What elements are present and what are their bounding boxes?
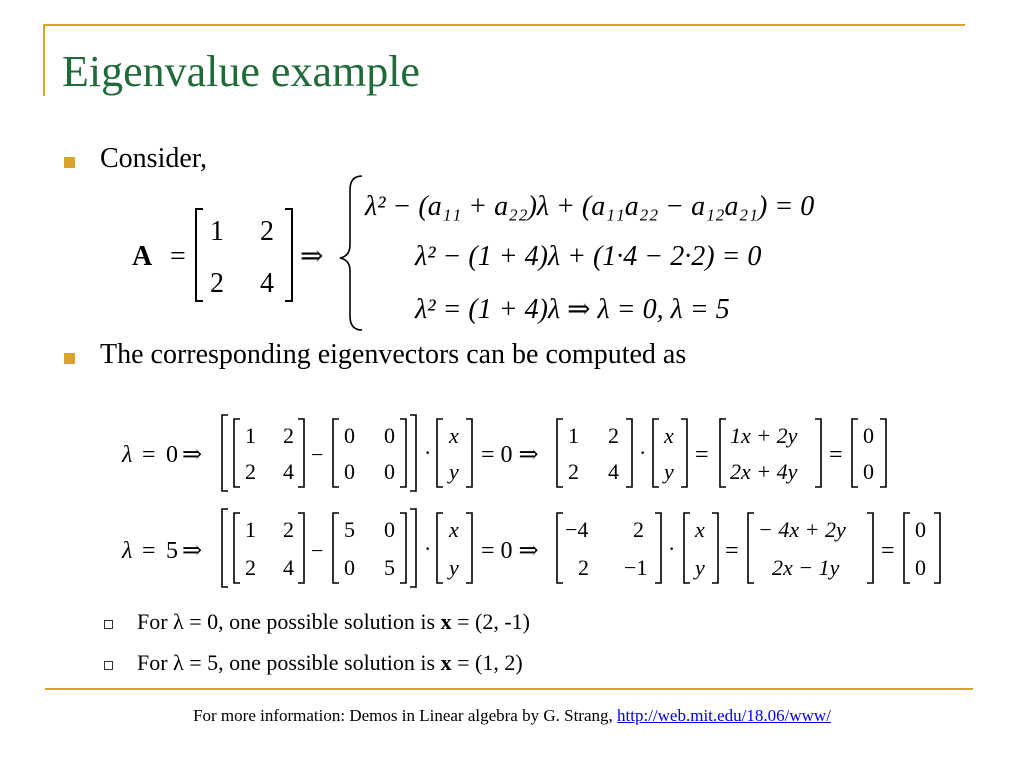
- svg-text:·: ·: [668, 536, 676, 561]
- svg-text:1: 1: [568, 423, 579, 448]
- svg-text:y: y: [695, 555, 705, 580]
- svg-text:−: −: [311, 442, 324, 467]
- svg-text:0: 0: [915, 517, 926, 542]
- svg-text:2: 2: [245, 555, 256, 580]
- svg-text:− 4x + 2y: − 4x + 2y: [758, 517, 846, 542]
- bullet-marker-2: [64, 353, 75, 364]
- svg-text:0: 0: [863, 459, 874, 484]
- svg-text:1x + 2y: 1x + 2y: [730, 423, 798, 448]
- lambda-value: 5: [166, 538, 178, 564]
- svg-text:y: y: [449, 459, 459, 484]
- svg-text:2: 2: [245, 459, 256, 484]
- svg-text:5: 5: [384, 555, 395, 580]
- svg-text:x: x: [449, 423, 459, 448]
- footer-text: For more information: Demos in Linear algebra by G. Strang,: [193, 706, 618, 725]
- eigenvector-equations: [0, 405, 1024, 605]
- A-cell: 2: [260, 216, 274, 247]
- svg-text:λ: λ: [122, 442, 133, 468]
- char-eq-solution: λ² = (1 + 4)λ ⇒ λ = 0, λ = 5: [415, 294, 730, 325]
- svg-text:=: =: [881, 538, 895, 564]
- svg-text:λ: λ: [122, 538, 133, 564]
- svg-text:−4: −4: [565, 517, 589, 542]
- svg-text:⇒: ⇒: [182, 538, 203, 564]
- svg-text:4: 4: [283, 555, 294, 580]
- svg-text:=: =: [829, 442, 843, 468]
- svg-text:=: =: [695, 442, 709, 468]
- svg-text:0: 0: [384, 459, 395, 484]
- char-eq-substituted: λ² − (1 + 4)λ + (1·4 − 2·2) = 0: [415, 241, 762, 272]
- svg-text:= 0 ⇒: = 0 ⇒: [481, 442, 539, 468]
- footer: [0, 706, 1024, 726]
- A-cell: 4: [260, 268, 274, 299]
- svg-text:0: 0: [863, 423, 874, 448]
- sub-bullet-marker-2: [104, 661, 113, 670]
- svg-text:=: =: [142, 442, 156, 468]
- svg-text:0: 0: [344, 423, 355, 448]
- bullet-eigenvectors: The corresponding eigenvectors can be computed as: [100, 339, 687, 370]
- lambda-value: 0: [166, 442, 178, 468]
- A-cell: 1: [210, 216, 224, 247]
- svg-text:x: x: [449, 517, 459, 542]
- svg-text:y: y: [664, 459, 674, 484]
- svg-text:0: 0: [384, 423, 395, 448]
- svg-text:=: =: [725, 538, 739, 564]
- svg-text:·: ·: [639, 440, 647, 465]
- svg-text:⇒: ⇒: [182, 442, 203, 468]
- eigen-row-lambda-5: [121, 509, 940, 587]
- svg-text:2: 2: [568, 459, 579, 484]
- svg-text:2: 2: [633, 517, 644, 542]
- svg-text:5: 5: [344, 517, 355, 542]
- svg-text:x: x: [695, 517, 705, 542]
- svg-text:−: −: [311, 538, 324, 563]
- svg-text:2x + 4y: 2x + 4y: [730, 459, 798, 484]
- bullet-consider: Consider,: [100, 143, 207, 174]
- footer-divider: [45, 688, 973, 690]
- A-cell: 2: [210, 268, 224, 299]
- eigen-row-lambda-0: [121, 415, 886, 491]
- svg-text:4: 4: [608, 459, 619, 484]
- char-eq-general: λ² − (a₁₁ + a₂₂)λ + (a₁₁a₂₂ − a₁₂a₂₁) = 0: [365, 191, 815, 222]
- svg-text:x: x: [664, 423, 674, 448]
- svg-text:2: 2: [578, 555, 589, 580]
- svg-text:0: 0: [344, 459, 355, 484]
- svg-text:=: =: [142, 538, 156, 564]
- characteristic-equation-block: [0, 0, 1024, 340]
- svg-text:0: 0: [384, 517, 395, 542]
- svg-text:2: 2: [283, 517, 294, 542]
- svg-text:⇒: ⇒: [300, 241, 324, 272]
- svg-text:·: ·: [424, 440, 432, 465]
- svg-text:2: 2: [608, 423, 619, 448]
- svg-text:·: ·: [424, 536, 432, 561]
- svg-text:0: 0: [915, 555, 926, 580]
- svg-text:2: 2: [283, 423, 294, 448]
- slide-title: Eigenvalue example: [62, 47, 420, 96]
- svg-text:=: =: [170, 241, 186, 272]
- svg-text:1: 1: [245, 517, 256, 542]
- footer-link[interactable]: http://web.mit.edu/18.06/www/: [617, 706, 831, 725]
- svg-text:= 0 ⇒: = 0 ⇒: [481, 538, 539, 564]
- sub-bullet-lambda-5: For λ = 5, one possible solution is x = (1, 2): [137, 650, 523, 675]
- svg-text:2x − 1y: 2x − 1y: [772, 555, 840, 580]
- svg-text:1: 1: [245, 423, 256, 448]
- matrix-A-label: A: [132, 241, 153, 272]
- svg-text:4: 4: [283, 459, 294, 484]
- svg-text:−1: −1: [624, 555, 648, 580]
- svg-text:0: 0: [344, 555, 355, 580]
- svg-text:y: y: [449, 555, 459, 580]
- sub-bullet-marker-1: [104, 620, 113, 629]
- sub-bullet-lambda-0: For λ = 0, one possible solution is x = (2, -1): [137, 609, 530, 634]
